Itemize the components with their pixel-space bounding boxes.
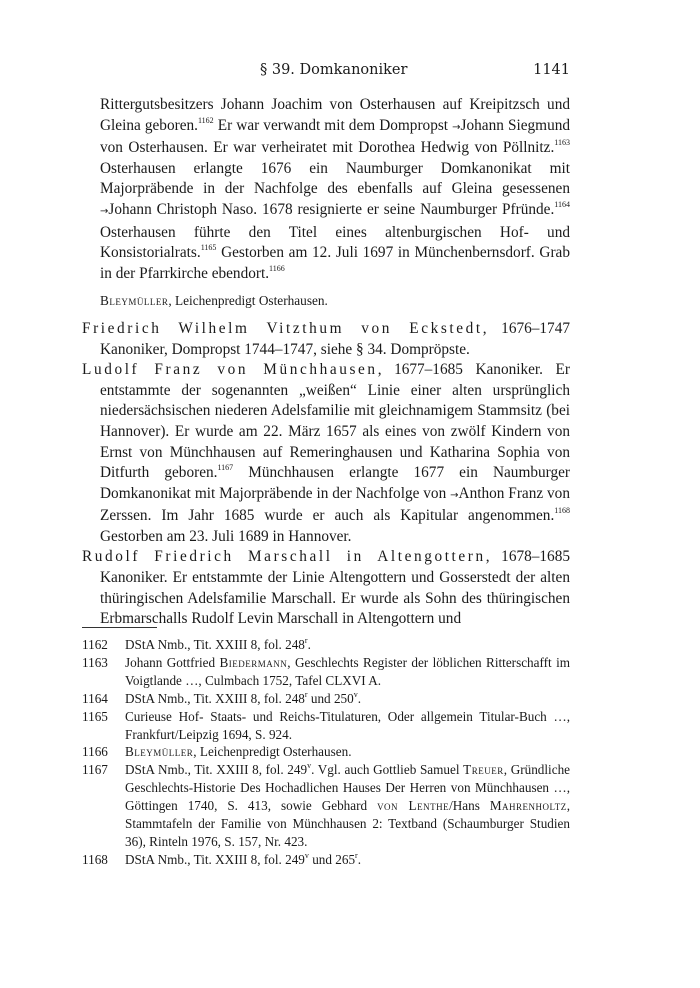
- arrow-icon: →: [452, 121, 461, 133]
- author-name: Biedermann: [219, 654, 288, 670]
- superscript: r: [304, 636, 308, 645]
- text-run: Gestorben am 12. Juli 1697 in Münchenbernsdorf. Grab in der Pfarrkirche ebendort.: [100, 244, 570, 282]
- footnote-1163: [82, 654, 570, 690]
- entry-muenchhausen: [82, 360, 570, 547]
- author-name: Bleymüller: [125, 744, 194, 760]
- entry-marschall: [82, 547, 570, 629]
- text-run: Osterhausen erlangte 1676 ein Naumburger Domkanonikat mit Majorpräbende in der Nachfolge des ebenfalls auf Gleina gesessenen: [100, 159, 570, 198]
- text-run: , 1676–1747 Kanoniker, Dompropst 1744–1747, siehe § 34. Dompröpste.: [100, 319, 570, 358]
- footnote-ref: 1163: [554, 138, 570, 148]
- footnote-number: 1167: [82, 762, 108, 778]
- text-run: DStA Nmb., Tit. XXIII 8, fol. 249: [125, 762, 308, 778]
- entry-vitzthum: [82, 319, 570, 360]
- text-run: , 1678–1685 Kanoniker. Er entstammte der Linie Altengottern und Gosserstedt der alten thüringischen Adelsfamilie Marschall. Er wurde als Sohn des thüringischen Erbmarschalls Rudolf Levin Marschall in Altengottern und: [100, 548, 571, 628]
- text-run: , Leichenpredigt Osterhausen.: [193, 744, 352, 760]
- author-name: Treuer: [463, 762, 504, 778]
- running-header: [100, 62, 570, 82]
- text-run: , 1677–1685 Kanoniker. Er entstammte der sogenannten „weißen“ Linie einer alten ursprünglich niedersächsischen niederen Adelsfamilie mit gleichnamigem Stammsitz (bei Hannover). Er wurde am 22. März 1657 als eines von zwölf Kindern von Ernst von Münchhausen auf Remeringhausen und Katharina Sophia von Ditfurth geboren.: [100, 361, 570, 482]
- footnote-ref: 1167: [217, 463, 234, 473]
- footnote-number: 1162: [82, 637, 108, 652]
- text-run: Gestorben am 23. Juli 1689 in Hannover.: [100, 527, 352, 545]
- text-run: Osterhausen führte den Titel eines altenburgischen Hof- und Konsistorialrats.: [100, 223, 570, 262]
- footnote-ref: 1165: [200, 243, 217, 253]
- text-run: und 250: [307, 690, 354, 706]
- arrow-icon: →: [450, 489, 459, 501]
- text-run: , Leichenpredigt Osterhausen.: [168, 293, 328, 309]
- main-text: [82, 95, 570, 630]
- author-name: Mahrenholtz: [489, 798, 567, 814]
- text-run: Johann Siegmund von Osterhausen. Er war verheiratet mit Dorothea Hedwig von Pöllnitz.: [100, 116, 571, 157]
- footnote-number: 1168: [82, 851, 108, 867]
- text-run: , Geschlechts Register der löblichen Ritterschafft im Voigtlande …, Culmbach 1752, Tafel CLXVI A.: [125, 654, 571, 688]
- footnote-ref: 1164: [554, 199, 570, 209]
- person-name: Rudolf Friedrich Marschall in Altengottern: [82, 548, 486, 566]
- author-name: Bleymüller: [100, 293, 169, 309]
- footnote-number: 1164: [82, 690, 108, 706]
- person-name: Friedrich Wilhelm Vitzthum von Eckstedt: [82, 319, 483, 337]
- text-run: Anthon Franz von Zerssen. Im Jahr 1685 wurde er auch als Kapitular angenommen.: [100, 484, 570, 525]
- text-run: Er war verwandt mit dem Dompropst: [213, 116, 453, 134]
- footnote-number: 1163: [82, 654, 108, 670]
- osterhausen-paragraph: [82, 95, 570, 284]
- text-run: Johann Christoph Naso. 1678 resignierte er seine Naumburger Pfründe.: [108, 200, 555, 218]
- footnote-1167: [82, 761, 570, 851]
- text-run: Münchhausen erlangte 1677 ein Naumburger Domkanonikat mit Majorpräbende in der Nachfolge von: [100, 464, 570, 502]
- footnote-ref: 1162: [197, 115, 214, 125]
- superscript: v: [304, 850, 309, 860]
- text-run: DStA Nmb., Tit. XXIII 8, fol. 248: [125, 690, 305, 706]
- footnote-divider: [82, 627, 157, 628]
- superscript: v: [353, 689, 358, 699]
- text-run: Rittergutsbesitzers Johann Joachim von Osterhausen auf Kreipitzsch und Gleina geboren.: [100, 96, 570, 134]
- footnotes: [82, 636, 570, 869]
- text-run: .: [307, 637, 311, 652]
- footnote-1162: [82, 636, 570, 654]
- text-run: DStA Nmb., Tit. XXIII 8, fol. 249: [125, 851, 305, 867]
- superscript: r: [355, 850, 358, 860]
- superscript: r: [304, 689, 308, 699]
- literature-line: [82, 291, 570, 312]
- footnote-ref: 1166: [269, 263, 285, 273]
- section-title: § 39. Domkanoniker: [260, 62, 408, 78]
- footnote-1165: [82, 708, 570, 744]
- text-run: Curieuse Hof- Staats- und Reichs-Titulaturen, Oder allgemein Titular-Buch …, Frankfurt/Leipzig 1694, S. 924.: [125, 708, 570, 742]
- text-run: und 265: [308, 851, 356, 867]
- text-run: .: [357, 690, 362, 706]
- arrow-icon: →: [100, 205, 109, 217]
- footnote-number: 1165: [82, 708, 108, 724]
- text-run: .: [357, 851, 362, 867]
- text-run: . Vgl. auch Gottlieb Samuel: [311, 762, 464, 778]
- footnote-1164: [82, 690, 570, 708]
- page-number: 1141: [533, 62, 570, 78]
- person-name: Ludolf Franz von Münchhausen: [82, 361, 378, 379]
- footnote-number: 1166: [82, 744, 108, 760]
- superscript: v: [307, 761, 312, 771]
- footnote-1168: [82, 851, 570, 869]
- text-run: DStA Nmb., Tit. XXIII 8, fol. 248: [125, 637, 305, 652]
- footnote-1166: [82, 743, 570, 761]
- text-run: /Hans: [449, 798, 490, 814]
- author-name: von Lenthe: [377, 798, 450, 814]
- footnote-ref: 1168: [554, 506, 570, 516]
- text-run: , Stammtafeln der Familie von Münchhausen 2: Textband (Schaumburger Studien 36), Rinteln 1976, S. 157, Nr. 423.: [125, 798, 570, 849]
- text-run: , Gründliche Geschlechts-Historie Des Hochadlichen Hauses Der Herren von Münchhausen …, Göttingen 1740, S. 413, sowie Gebhard: [125, 762, 571, 814]
- text-run: Johann Gottfried: [125, 654, 220, 670]
